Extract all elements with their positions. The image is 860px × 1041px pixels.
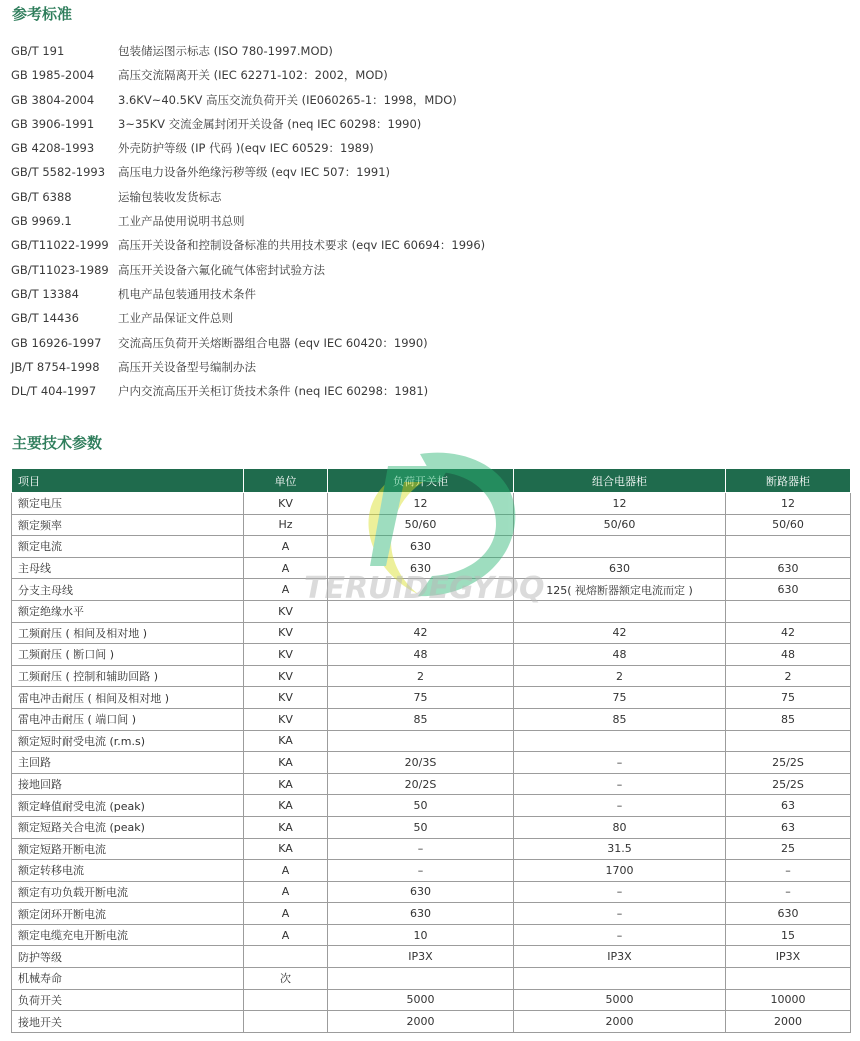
standard-name: 工业产品使用说明书总则 [118, 214, 245, 229]
param-unit-cell: A [244, 579, 328, 601]
load-switch-value-cell: 50/60 [328, 514, 514, 536]
combined-value-cell: 5000 [514, 989, 726, 1011]
standard-item [11, 209, 831, 233]
param-name-cell: 雷电冲击耐压 ( 端口间 ) [12, 708, 244, 730]
load-switch-value-cell: 75 [328, 687, 514, 709]
param-name-cell: 主回路 [12, 752, 244, 774]
table-row [12, 644, 851, 666]
table-row [12, 536, 851, 558]
breaker-value-cell: 10000 [726, 989, 851, 1011]
combined-value-cell: 125( 视熔断器额定电流而定 ) [514, 579, 726, 601]
param-unit-cell: A [244, 903, 328, 925]
table-row [12, 514, 851, 536]
load-switch-value-cell [328, 579, 514, 601]
standard-code: DL/T 404-1997 [11, 384, 97, 399]
param-name-cell: 接地开关 [12, 1011, 244, 1033]
param-unit-cell: KA [244, 752, 328, 774]
load-switch-value-cell: 630 [328, 881, 514, 903]
standard-name: 机电产品包装通用技术条件 [118, 286, 256, 301]
breaker-value-cell: 630 [726, 557, 851, 579]
standard-code: GB/T 191 [11, 44, 65, 58]
param-name-cell: 接地回路 [12, 773, 244, 795]
table-row [12, 946, 851, 968]
breaker-value-cell: 48 [726, 644, 851, 666]
reference-standards-list [11, 39, 831, 403]
breaker-value-cell: 2 [726, 665, 851, 687]
combined-value-cell: 85 [514, 708, 726, 730]
standard-name: 高压开关设备六氟化硫气体密封试验方法 [118, 262, 325, 277]
breaker-value-cell: 25 [726, 838, 851, 860]
breaker-value-cell: 25/2S [726, 773, 851, 795]
standard-code: GB 4208-1993 [11, 141, 95, 156]
combined-value-cell: – [514, 752, 726, 774]
combined-value-cell: 50/60 [514, 514, 726, 536]
param-unit-cell: A [244, 860, 328, 882]
breaker-value-cell: 630 [726, 903, 851, 925]
standard-item [11, 233, 831, 257]
standard-item [11, 379, 831, 403]
table-header-row [12, 469, 851, 493]
combined-value-cell: 2 [514, 665, 726, 687]
param-name-cell: 机械寿命 [12, 968, 244, 990]
param-unit-cell: A [244, 536, 328, 558]
breaker-value-cell [726, 600, 851, 622]
param-name-cell: 额定电流 [12, 536, 244, 558]
combined-value-cell: 80 [514, 816, 726, 838]
standard-code: GB/T11023-1989 [11, 262, 109, 277]
load-switch-value-cell: 630 [328, 903, 514, 925]
param-unit-cell: KV [244, 600, 328, 622]
param-unit-cell: KA [244, 773, 328, 795]
header-combined-apparatus-cabinet: 组合电器柜 [514, 469, 726, 493]
breaker-value-cell: – [726, 881, 851, 903]
combined-value-cell: – [514, 881, 726, 903]
param-name-cell: 工频耐压 ( 控制和辅助回路 ) [12, 665, 244, 687]
load-switch-value-cell: IP3X [328, 946, 514, 968]
load-switch-value-cell: – [328, 860, 514, 882]
combined-value-cell: 1700 [514, 860, 726, 882]
param-name-cell: 额定闭环开断电流 [12, 903, 244, 925]
breaker-value-cell: 42 [726, 622, 851, 644]
breaker-value-cell: 50/60 [726, 514, 851, 536]
standard-code: GB 16926-1997 [11, 335, 102, 350]
standard-item [11, 258, 831, 282]
standard-item [11, 63, 831, 87]
param-unit-cell: A [244, 924, 328, 946]
load-switch-value-cell: 85 [328, 708, 514, 730]
standard-name: 工业产品保证文件总则 [118, 311, 233, 326]
param-name-cell: 额定峰值耐受电流 (peak) [12, 795, 244, 817]
section-title-reference-standards: 参考标准 [12, 5, 73, 23]
param-unit-cell: KV [244, 493, 328, 515]
standard-name: 高压开关设备和控制设备标准的共用技术要求 (eqv IEC 60694：1996) [118, 238, 486, 253]
table-row [12, 557, 851, 579]
table-row [12, 816, 851, 838]
combined-value-cell: – [514, 773, 726, 795]
watermark-text: TERUIDEGYDQ [304, 571, 545, 606]
combined-value-cell: – [514, 795, 726, 817]
table-row [12, 622, 851, 644]
breaker-value-cell: 2000 [726, 1011, 851, 1033]
param-name-cell: 负荷开关 [12, 989, 244, 1011]
standard-code: GB 1985-2004 [11, 68, 95, 83]
load-switch-value-cell: 2000 [328, 1011, 514, 1033]
table-row [12, 989, 851, 1011]
combined-value-cell [514, 600, 726, 622]
param-unit-cell: KA [244, 795, 328, 817]
standard-name: 运输包装收发货标志 [118, 189, 222, 204]
standard-item [11, 282, 831, 306]
param-name-cell: 防护等级 [12, 946, 244, 968]
load-switch-value-cell: 50 [328, 816, 514, 838]
param-unit-cell: KV [244, 644, 328, 666]
standard-code: GB 3906-1991 [11, 116, 95, 131]
table-row [12, 579, 851, 601]
param-unit-cell: KV [244, 622, 328, 644]
technical-parameters-table [11, 468, 851, 1033]
standard-code: GB/T 5582-1993 [11, 165, 106, 180]
standard-name: 高压交流隔离开关 (IEC 62271-102：2002，MOD) [118, 68, 388, 83]
param-name-cell: 工频耐压 ( 相间及相对地 ) [12, 622, 244, 644]
combined-value-cell: – [514, 924, 726, 946]
param-unit-cell: KA [244, 730, 328, 752]
param-unit-cell [244, 946, 328, 968]
combined-value-cell [514, 730, 726, 752]
breaker-value-cell: 63 [726, 795, 851, 817]
param-unit-cell: 次 [244, 968, 328, 990]
standard-name: 高压电力设备外绝缘污秽等级 (eqv IEC 507：1991) [118, 165, 391, 180]
param-unit-cell: KA [244, 816, 328, 838]
combined-value-cell: 31.5 [514, 838, 726, 860]
param-name-cell: 额定电缆充电开断电流 [12, 924, 244, 946]
breaker-value-cell: 63 [726, 816, 851, 838]
table-row [12, 924, 851, 946]
standard-item [11, 39, 831, 63]
load-switch-value-cell: 630 [328, 536, 514, 558]
load-switch-value-cell: 48 [328, 644, 514, 666]
breaker-value-cell [726, 536, 851, 558]
param-unit-cell: A [244, 557, 328, 579]
breaker-value-cell: 75 [726, 687, 851, 709]
standard-name: 3.6KV~40.5KV 高压交流负荷开关 (IE060265-1：1998，MDO) [118, 92, 457, 107]
standard-item [11, 136, 831, 160]
load-switch-value-cell: – [328, 838, 514, 860]
table-row [12, 795, 851, 817]
standard-code: JB/T 8754-1998 [11, 359, 100, 374]
standard-code: GB/T 6388 [11, 189, 72, 204]
standard-code: GB/T 13384 [11, 286, 79, 301]
load-switch-value-cell: 2 [328, 665, 514, 687]
standard-code: GB/T 14436 [11, 311, 79, 326]
standard-name: 包装储运图示标志 (ISO 780-1997.MOD) [118, 44, 333, 58]
load-switch-value-cell: 20/2S [328, 773, 514, 795]
param-name-cell: 额定电压 [12, 493, 244, 515]
breaker-value-cell: 12 [726, 493, 851, 515]
load-switch-value-cell: 5000 [328, 989, 514, 1011]
load-switch-value-cell [328, 968, 514, 990]
combined-value-cell: 42 [514, 622, 726, 644]
standard-code: GB 9969.1 [11, 214, 72, 229]
breaker-value-cell: 85 [726, 708, 851, 730]
load-switch-value-cell: 50 [328, 795, 514, 817]
load-switch-value-cell: 10 [328, 924, 514, 946]
header-item: 项目 [12, 469, 244, 493]
standard-item [11, 160, 831, 184]
param-name-cell: 额定短时耐受电流 (r.m.s) [12, 730, 244, 752]
combined-value-cell: 2000 [514, 1011, 726, 1033]
load-switch-value-cell [328, 730, 514, 752]
table-row [12, 708, 851, 730]
breaker-value-cell [726, 730, 851, 752]
standard-name: 外壳防护等级 (IP 代码 )(eqv IEC 60529：1989) [118, 141, 374, 156]
standard-name: 高压开关设备型号编制办法 [118, 359, 256, 374]
load-switch-value-cell: 20/3S [328, 752, 514, 774]
param-unit-cell: KA [244, 838, 328, 860]
table-row [12, 903, 851, 925]
table-row [12, 838, 851, 860]
table-row [12, 752, 851, 774]
load-switch-value-cell: 12 [328, 493, 514, 515]
combined-value-cell: 630 [514, 557, 726, 579]
header-circuit-breaker-cabinet: 断路器柜 [726, 469, 851, 493]
param-unit-cell: KV [244, 687, 328, 709]
table-row [12, 493, 851, 515]
combined-value-cell: IP3X [514, 946, 726, 968]
table-row [12, 665, 851, 687]
standard-name: 交流高压负荷开关熔断器组合电器 (eqv IEC 60420：1990) [118, 335, 428, 350]
header-unit: 单位 [244, 469, 328, 493]
breaker-value-cell: IP3X [726, 946, 851, 968]
standard-item [11, 88, 831, 112]
table-row [12, 1011, 851, 1033]
param-unit-cell [244, 1011, 328, 1033]
standard-name: 3~35KV 交流金属封闭开关设备 (neq IEC 60298：1990) [118, 116, 422, 131]
table-row [12, 600, 851, 622]
table-row [12, 730, 851, 752]
param-name-cell: 雷电冲击耐压 ( 相间及相对地 ) [12, 687, 244, 709]
standard-code: GB/T11022-1999 [11, 238, 109, 253]
combined-value-cell: 48 [514, 644, 726, 666]
standard-item [11, 306, 831, 330]
load-switch-value-cell: 42 [328, 622, 514, 644]
combined-value-cell: 75 [514, 687, 726, 709]
combined-value-cell: – [514, 903, 726, 925]
breaker-value-cell: 25/2S [726, 752, 851, 774]
standard-item [11, 355, 831, 379]
standard-code: GB 3804-2004 [11, 92, 95, 107]
param-unit-cell: Hz [244, 514, 328, 536]
param-unit-cell: KV [244, 665, 328, 687]
param-name-cell: 主母线 [12, 557, 244, 579]
table-row [12, 773, 851, 795]
section-title-technical-parameters: 主要技术参数 [12, 434, 103, 452]
standard-name: 户内交流高压开关柜订货技术条件 (neq IEC 60298：1981) [118, 384, 429, 399]
load-switch-value-cell [328, 600, 514, 622]
param-unit-cell: KV [244, 708, 328, 730]
param-name-cell: 分支主母线 [12, 579, 244, 601]
breaker-value-cell [726, 968, 851, 990]
combined-value-cell [514, 536, 726, 558]
param-unit-cell [244, 989, 328, 1011]
table-row [12, 687, 851, 709]
standard-item [11, 185, 831, 209]
combined-value-cell [514, 968, 726, 990]
combined-value-cell: 12 [514, 493, 726, 515]
param-name-cell: 额定有功负载开断电流 [12, 881, 244, 903]
breaker-value-cell: – [726, 860, 851, 882]
param-name-cell: 额定短路关合电流 (peak) [12, 816, 244, 838]
param-name-cell: 工频耐压 ( 断口间 ) [12, 644, 244, 666]
breaker-value-cell: 630 [726, 579, 851, 601]
param-name-cell: 额定频率 [12, 514, 244, 536]
standard-item [11, 112, 831, 136]
table-row [12, 881, 851, 903]
load-switch-value-cell: 630 [328, 557, 514, 579]
table-row [12, 860, 851, 882]
header-load-switch-cabinet: 负荷开关柜 [328, 469, 514, 493]
breaker-value-cell: 15 [726, 924, 851, 946]
param-name-cell: 额定绝缘水平 [12, 600, 244, 622]
param-name-cell: 额定转移电流 [12, 860, 244, 882]
standard-item [11, 331, 831, 355]
param-unit-cell: A [244, 881, 328, 903]
table-row [12, 968, 851, 990]
param-name-cell: 额定短路开断电流 [12, 838, 244, 860]
